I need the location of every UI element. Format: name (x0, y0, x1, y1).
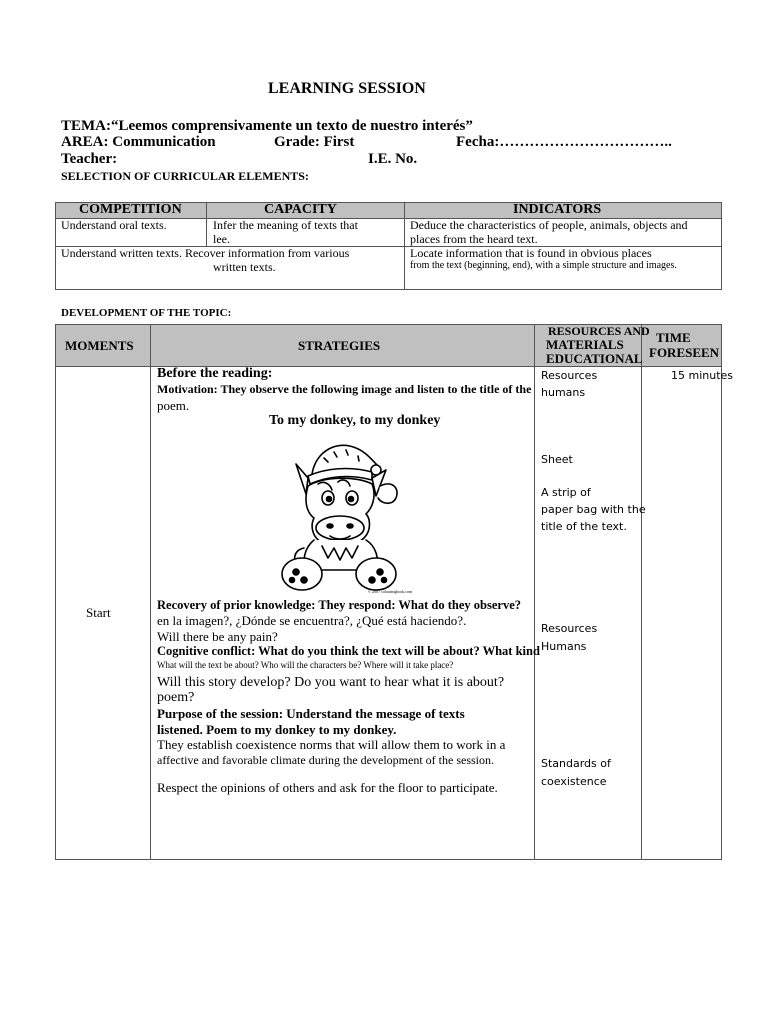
teacher-field: Teacher: (61, 151, 118, 167)
purpose-line2: listened. Poem to my donkey to my donkey. (157, 722, 397, 737)
header-indicators: INDICATORS (513, 202, 602, 217)
norms-line1: They establish coexistence norms that will allow them to work in a (157, 737, 506, 752)
motivation: Motivation: They observe the following image and listen to the title of the (157, 382, 532, 396)
fecha-field: Fecha:…………………………….. (456, 134, 672, 150)
area-field: AREA: Communication (61, 134, 216, 150)
time-value: 15 minutes (671, 369, 734, 382)
resource-3-line2: paper bag with the (541, 503, 646, 516)
row2-indicator-line2: from the text (beginning, end), with a simple structure and images. (410, 260, 677, 271)
conflict-small: What will the text be about? Who will the characters be? Where will it take place? (157, 660, 454, 670)
donkey-illustration (268, 436, 418, 596)
header-resources-line1: RESOURCES AND (548, 324, 650, 338)
develop-line2: poem? (157, 690, 195, 705)
norms-line2: affective and favorable climate during the development of the session. (157, 753, 494, 767)
header-resources-line3: EDUCATIONAL (546, 351, 643, 366)
resource-5-line1: Standards of (541, 757, 611, 770)
moment-start: Start (86, 605, 111, 620)
purpose-line1: Purpose of the session: Understand the message of texts (157, 706, 465, 721)
grade-field: Grade: First (274, 134, 355, 150)
before-reading: Before the reading: (157, 366, 273, 381)
row2-indicator-line1: Locate information that is found in obvious places (410, 246, 652, 260)
ie-number-field: I.E. No. (368, 151, 418, 167)
row1-capacity-line2: lee. (213, 232, 230, 246)
resource-4-line1: Resources (541, 622, 598, 635)
tema-line: TEMA:“Leemos comprensivamente un texto de nuestro interés” (61, 118, 473, 134)
resource-3-line1: A strip of (541, 486, 591, 499)
resource-2: Sheet (541, 453, 573, 466)
page-title: LEARNING SESSION (268, 80, 426, 97)
header-strategies: STRATEGIES (298, 338, 381, 353)
development-heading: DEVELOPMENT OF THE TOPIC: (61, 307, 232, 319)
develop-line1: Will this story develop? Do you want to hear what it is about? (157, 675, 505, 690)
selection-heading: SELECTION OF CURRICULAR ELEMENTS: (61, 169, 309, 183)
cognitive-conflict: Cognitive conflict: What do you think the text will be about? What kind (157, 644, 540, 658)
row2-capacity-line1: written texts. (213, 260, 276, 274)
recovery-line3: Will there be any pain? (157, 629, 278, 644)
image-credit: © 2007 colouringbook.com (368, 589, 413, 594)
header-resources-line2: MATERIALS (546, 337, 624, 352)
motivation-end: poem. (157, 398, 190, 413)
recovery-line2: en la imagen?, ¿Dónde se encuentra?, ¿Qué está haciendo?. (157, 613, 467, 628)
header-moments: MOMENTS (65, 338, 134, 353)
resource-4-line2: Humans (541, 640, 587, 653)
row1-competition: Understand oral texts. (61, 218, 167, 232)
header-competition: COMPETITION (79, 202, 182, 217)
header-time-line2: FORESEEN (649, 345, 720, 360)
row2-competition: Understand written texts. Recover information from various (61, 246, 350, 260)
header-time-line1: TIME (656, 330, 691, 345)
resource-1-line2: humans (541, 386, 586, 399)
recovery: Recovery of prior knowledge: They respond: What do they observe? (157, 598, 521, 612)
resource-3-line3: title of the text. (541, 520, 627, 533)
row1-capacity-line1: Infer the meaning of texts that (213, 218, 358, 232)
resource-1-line1: Resources (541, 369, 598, 382)
row1-indicator-line1: Deduce the characteristics of people, animals, objects and (410, 218, 688, 232)
row1-indicator-line2: places from the heard text. (410, 232, 538, 246)
poem-title: To my donkey, to my donkey (269, 413, 441, 428)
header-capacity: CAPACITY (264, 202, 337, 217)
respect-line: Respect the opinions of others and ask for the floor to participate. (157, 780, 498, 795)
resource-5-line2: coexistence (541, 775, 607, 788)
